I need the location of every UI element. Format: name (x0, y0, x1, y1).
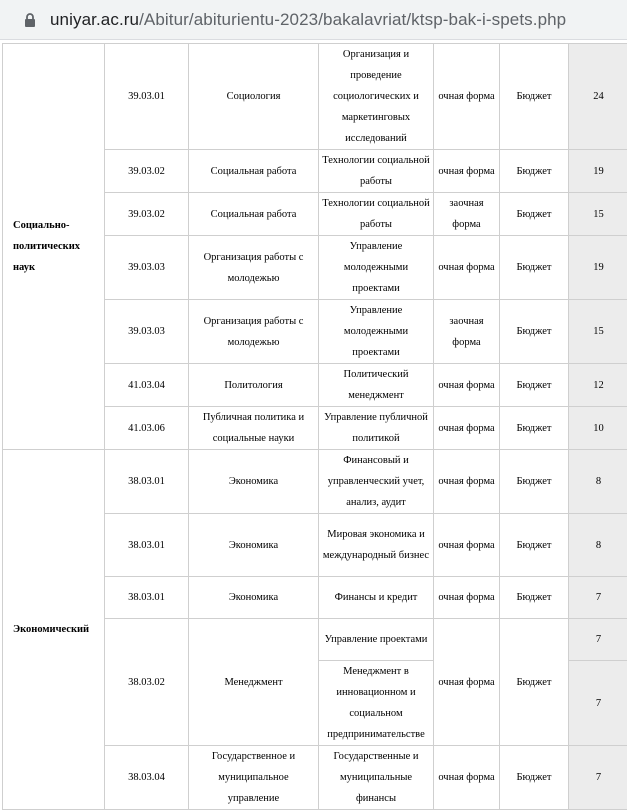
admission-quota-table (2, 43, 627, 810)
url-path: /Abitur/abiturientu-2023/bakalavriat/ktsp-bak-i-spets.php (139, 10, 566, 29)
url-domain: uniyar.ac.ru (50, 10, 139, 29)
faculty-cell: Социально-политических наук (3, 44, 105, 450)
direction-cell: Социальная работа (189, 193, 319, 236)
direction-cell: Политология (189, 364, 319, 407)
form-cell: очная форма (434, 44, 500, 150)
funding-cell: Бюджет (500, 44, 569, 150)
form-cell: очная форма (434, 450, 500, 514)
table-row (3, 44, 627, 150)
count-cell: 8 (569, 450, 627, 514)
count-cell: 7 (569, 746, 627, 810)
direction-cell: Государственное и муниципальное управление (189, 746, 319, 810)
direction-cell: Социальная работа (189, 150, 319, 193)
program-cell: Технологии социальной работы (319, 193, 434, 236)
count-cell: 7 (569, 577, 627, 619)
program-cell: Финансы и кредит (319, 577, 434, 619)
count-cell: 15 (569, 300, 627, 364)
direction-cell: Организация работы с молодежью (189, 300, 319, 364)
program-cell: Политический менеджмент (319, 364, 434, 407)
program-cell: Государственные и муниципальные финансы (319, 746, 434, 810)
funding-cell: Бюджет (500, 300, 569, 364)
funding-cell: Бюджет (500, 193, 569, 236)
direction-cell: Экономика (189, 450, 319, 514)
code-cell: 39.03.02 (105, 193, 189, 236)
form-cell: очная форма (434, 407, 500, 450)
form-cell: очная форма (434, 577, 500, 619)
code-cell: 39.03.03 (105, 236, 189, 300)
count-cell: 7 (569, 661, 627, 746)
code-cell: 41.03.06 (105, 407, 189, 450)
code-cell: 39.03.03 (105, 300, 189, 364)
program-cell: Управление проектами (319, 619, 434, 661)
code-cell: 39.03.01 (105, 44, 189, 150)
form-cell: очная форма (434, 514, 500, 577)
program-cell: Организация и проведение социологических и маркетинговых исследований (319, 44, 434, 150)
count-cell: 12 (569, 364, 627, 407)
count-cell: 7 (569, 619, 627, 661)
code-cell: 38.03.01 (105, 514, 189, 577)
funding-cell: Бюджет (500, 577, 569, 619)
form-cell: очная форма (434, 619, 500, 746)
direction-cell: Менеджмент (189, 619, 319, 746)
count-cell: 15 (569, 193, 627, 236)
direction-cell: Социология (189, 44, 319, 150)
funding-cell: Бюджет (500, 364, 569, 407)
funding-cell: Бюджет (500, 150, 569, 193)
faculty-cell: Экономический (3, 450, 105, 810)
code-cell: 41.03.04 (105, 364, 189, 407)
code-cell: 38.03.01 (105, 450, 189, 514)
program-cell: Управление молодежными проектами (319, 236, 434, 300)
count-cell: 24 (569, 44, 627, 150)
program-cell: Технологии социальной работы (319, 150, 434, 193)
funding-cell: Бюджет (500, 236, 569, 300)
program-cell: Мировая экономика и международный бизнес (319, 514, 434, 577)
lock-icon[interactable] (24, 13, 36, 27)
code-cell: 38.03.04 (105, 746, 189, 810)
direction-cell: Публичная политика и социальные науки (189, 407, 319, 450)
form-cell: заочная форма (434, 300, 500, 364)
funding-cell: Бюджет (500, 619, 569, 746)
program-cell: Менеджмент в инновационном и социальном предпринимательстве (319, 661, 434, 746)
funding-cell: Бюджет (500, 514, 569, 577)
funding-cell: Бюджет (500, 407, 569, 450)
count-cell: 8 (569, 514, 627, 577)
funding-cell: Бюджет (500, 450, 569, 514)
address-bar[interactable] (0, 0, 627, 40)
direction-cell: Экономика (189, 514, 319, 577)
code-cell: 38.03.01 (105, 577, 189, 619)
direction-cell: Организация работы с молодежью (189, 236, 319, 300)
code-cell: 39.03.02 (105, 150, 189, 193)
form-cell: очная форма (434, 364, 500, 407)
url-text[interactable] (50, 10, 566, 30)
code-cell: 38.03.02 (105, 619, 189, 746)
form-cell: очная форма (434, 150, 500, 193)
direction-cell: Экономика (189, 577, 319, 619)
program-cell: Управление публичной политикой (319, 407, 434, 450)
funding-cell: Бюджет (500, 746, 569, 810)
program-cell: Финансовый и управленческий учет, анализ, аудит (319, 450, 434, 514)
form-cell: заочная форма (434, 193, 500, 236)
program-cell: Управление молодежными проектами (319, 300, 434, 364)
count-cell: 10 (569, 407, 627, 450)
count-cell: 19 (569, 150, 627, 193)
form-cell: очная форма (434, 746, 500, 810)
table-row (3, 450, 627, 514)
count-cell: 19 (569, 236, 627, 300)
form-cell: очная форма (434, 236, 500, 300)
